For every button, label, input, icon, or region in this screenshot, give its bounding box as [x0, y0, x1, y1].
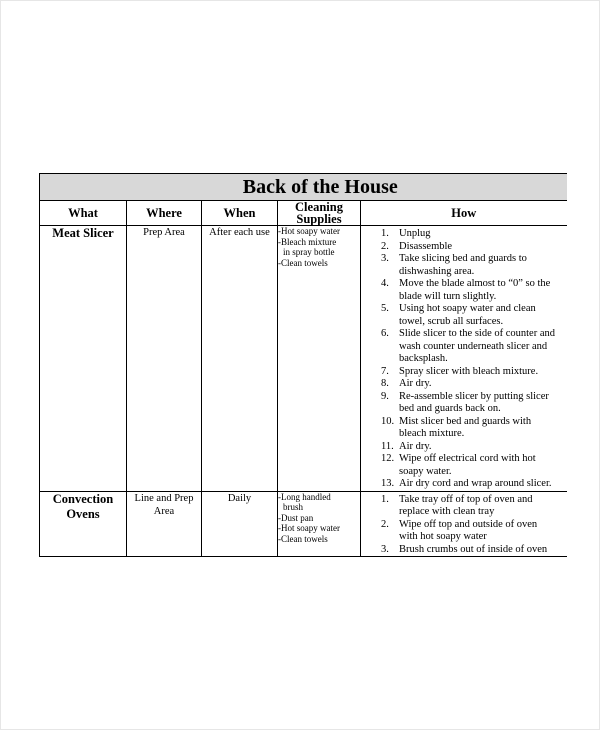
step-number: 6. — [381, 328, 389, 339]
step-text-line: Unplug — [399, 228, 431, 239]
step-text-line: dishwashing area. — [399, 265, 475, 277]
supply-item: -Bleach mixture — [278, 236, 337, 247]
row-where-line1: Line and Prep — [134, 492, 194, 504]
step-item — [361, 328, 567, 366]
steps-list — [361, 492, 567, 557]
step-text-line: Disassemble — [399, 240, 453, 252]
step-text-line: Spray slicer with bleach mixture. — [399, 365, 539, 377]
step-number: 3. — [381, 543, 389, 555]
step-text-line: blade will turn slightly. — [399, 290, 497, 302]
step-number: 2. — [381, 240, 389, 252]
back-of-house-table — [39, 173, 567, 557]
step-number: 11. — [381, 440, 394, 452]
step-text-line: Mist slicer bed and guards with — [399, 415, 532, 427]
header-supplies-line1: Cleaning — [295, 200, 343, 214]
step-item — [361, 519, 567, 544]
header-cleaning-supplies — [278, 201, 361, 226]
step-text-line: bleach mixture. — [399, 428, 465, 439]
step-item — [361, 478, 567, 491]
step-text-line: Re-assemble slicer by putting slicer — [399, 390, 549, 402]
step-number: 1. — [381, 228, 389, 239]
step-item — [361, 544, 567, 557]
supply-item: -Dust pan — [278, 512, 314, 523]
step-text-line: wash counter underneath slicer and — [399, 340, 548, 352]
row-what: Meat Slicer — [40, 226, 127, 492]
step-text-line: towel, scrub all surfaces. — [399, 315, 504, 327]
step-number: 5. — [381, 303, 389, 314]
supply-item: -Clean towels — [278, 533, 328, 544]
row-when: Daily — [202, 491, 278, 557]
step-number: 1. — [381, 493, 389, 505]
step-text-line: Slide slicer to the side of counter and — [399, 328, 555, 339]
step-text-line: Move the blade almost to “0” so the — [399, 278, 551, 289]
step-number: 2. — [381, 518, 389, 530]
row-supplies — [278, 226, 361, 492]
step-text-line: Air dry. — [399, 378, 432, 389]
supply-item: -Hot soapy water — [278, 523, 340, 533]
supply-item: -Hot soapy water — [278, 226, 340, 236]
step-text-line: Using hot soapy water and clean — [399, 303, 536, 314]
step-number: 4. — [381, 278, 389, 289]
step-item — [361, 253, 567, 278]
step-item — [361, 366, 567, 379]
step-text-line: Air dry. — [399, 440, 432, 452]
step-text-line: Brush crumbs out of inside of oven — [399, 543, 548, 555]
row-where — [127, 491, 202, 557]
header-when: When — [202, 201, 278, 226]
step-number: 9. — [381, 390, 389, 402]
supply-item: in spray bottle — [283, 247, 335, 257]
step-text-line: Take slicing bed and guards to — [399, 253, 527, 264]
step-item — [361, 228, 567, 241]
header-supplies-line2: Supplies — [296, 212, 342, 226]
row-what-line2: Ovens — [66, 506, 100, 521]
row-what-line1: Convection — [52, 491, 114, 506]
step-item — [361, 441, 567, 454]
step-number: 7. — [381, 365, 389, 377]
step-text-line: soapy water. — [399, 465, 452, 477]
step-text-line: Take tray off of top of oven and — [399, 493, 533, 505]
step-item — [361, 278, 567, 303]
steps-list — [361, 226, 567, 491]
step-item — [361, 378, 567, 391]
row-how — [361, 491, 567, 557]
row-when: After each use — [202, 226, 278, 492]
step-number: 10. — [381, 415, 395, 427]
step-text-line: Wipe off top and outside of oven — [399, 518, 538, 530]
row-how — [361, 226, 567, 492]
step-number: 3. — [381, 253, 389, 264]
row-where: Prep Area — [127, 226, 202, 492]
step-number: 13. — [381, 478, 395, 489]
step-text-line: Air dry cord and wrap around slicer. — [399, 478, 552, 489]
step-text-line: Wipe off electrical cord with hot — [399, 453, 536, 464]
step-text-line: bed and guards back on. — [399, 403, 501, 414]
step-number: 12. — [381, 453, 395, 464]
table-row — [40, 226, 567, 492]
supply-item: -Clean towels — [278, 257, 328, 268]
row-what — [40, 491, 127, 557]
step-item — [361, 391, 567, 416]
step-item — [361, 241, 567, 254]
step-text-line: backsplash. — [399, 353, 448, 364]
step-text-line: with hot soapy water — [399, 531, 487, 542]
row-where-line2: Area — [153, 505, 175, 517]
table-title-cell — [40, 174, 567, 201]
supply-item: -Long handled — [278, 491, 331, 502]
supply-item: brush — [283, 502, 303, 512]
step-item — [361, 453, 567, 478]
step-text-line: replace with clean tray — [399, 506, 495, 517]
table-title: Back of the House — [242, 175, 398, 198]
header-what: What — [40, 201, 127, 226]
step-item — [361, 416, 567, 441]
row-supplies — [278, 491, 361, 557]
step-item — [361, 494, 567, 519]
step-number: 8. — [381, 378, 389, 389]
step-item — [361, 303, 567, 328]
header-where: Where — [127, 201, 202, 226]
header-how: How — [361, 201, 567, 226]
table-row — [40, 491, 567, 557]
